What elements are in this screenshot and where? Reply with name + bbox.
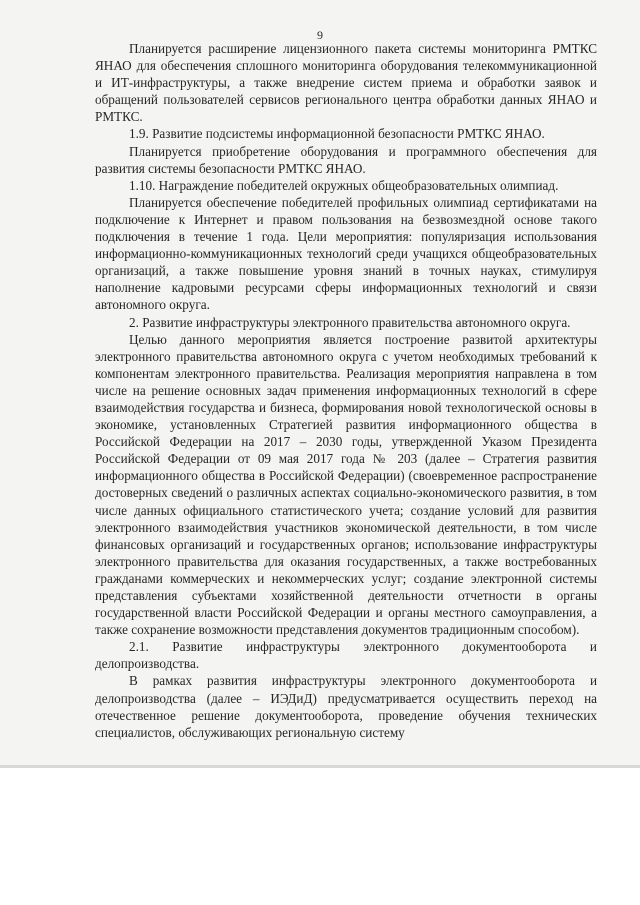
paragraph-monitoring-license: Планируется расширение лицензионного пакета системы мониторинга РМТКС ЯНАО для обеспечения сплошного мониторинга оборудования телекоммуникационной и ИТ-инфраструктуры, а также внедрение систем приема и обработки заявок и обращений пользователей сервисов регионального центра обработки данных ЯНАО и РМТКС. xyxy=(95,41,597,125)
heading-2-e-government-infrastructure: 2. Развитие инфраструктуры электронного правительства автономного округа. xyxy=(129,314,571,330)
paragraph-document-flow-transition: В рамках развития инфраструктуры электронного документооборота и делопроизводства (далее – ИЭДиД) предусматривается осуществить переход на отечественное решение документооборота, проведение обучения технических специалистов, обслуживающих региональную систему xyxy=(95,673,597,740)
heading-1-10-olympiad-awards: 1.10. Награждение победителей окружных общеобразовательных олимпиад. xyxy=(129,177,559,193)
document-body xyxy=(95,40,597,741)
blank-margin xyxy=(0,768,640,905)
paragraph-security-equipment: Планируется приобретение оборудования и программного обеспечения для развития системы безопасности РМТКС ЯНАО. xyxy=(95,143,597,176)
paragraph-olympiad-certificates: Планируется обеспечение победителей профильных олимпиад сертификатами на подключение к Интернет и правом пользования на безвозмездной основе такого подключения в течение 1 года. Цели мероприятия: популяризация использования информационно-коммуникационных технологий среди учащихся общеобразовательных организаций, а также повышение уровня знаний в точных науках, стимулируя наполнение кадровыми ресурсами сферы информационных технологий и связи автономного округа. xyxy=(95,194,597,313)
heading-2-1-document-flow: 2.1. Развитие инфраструктуры электронного документооборота и делопроизводства. xyxy=(95,639,597,672)
heading-1-9-security-subsystem: 1.9. Развитие подсистемы информационной безопасности РМТКС ЯНАО. xyxy=(129,126,545,142)
paragraph-e-government-goals: Целью данного мероприятия является построение развитой архитектуры электронного правительства автономного округа с учетом необходимых требований к компонентам электронного правительства. Реализация мероприятия направлена в том числе на решение основных задач применения информационных технологий в сфере взаимодействия государства и бизнеса, формирования новой технологической основы в экономике, установленных Стратегией развития информационного общества в Российской Федерации на 2017 – 2030 годы, утвержденной Указом Президента Российской Федерации от 09 мая 2017 года № 203 (далее – Стратегия развития информационного общества в Российской Федерации) (своевременное распространение достоверных сведений о различных аспектах социально-экономического развития, в том числе данных официального статистического учета; создание условий для развития электронного взаимодействия участников экономической деятельности, в том числе финансовых организаций и государственных органов; использование инфраструктуры электронного правительства для оказания государственных, а также востребованных гражданами коммерческих и некоммерческих услуг; создание электронной системы представления субъектами хозяйственной деятельности отчетности в органы государственной власти Российской Федерации и органы местного самоуправления, а также сохранение возможности представления документов традиционным способом). xyxy=(95,331,597,638)
page-number: 9 xyxy=(317,28,323,42)
